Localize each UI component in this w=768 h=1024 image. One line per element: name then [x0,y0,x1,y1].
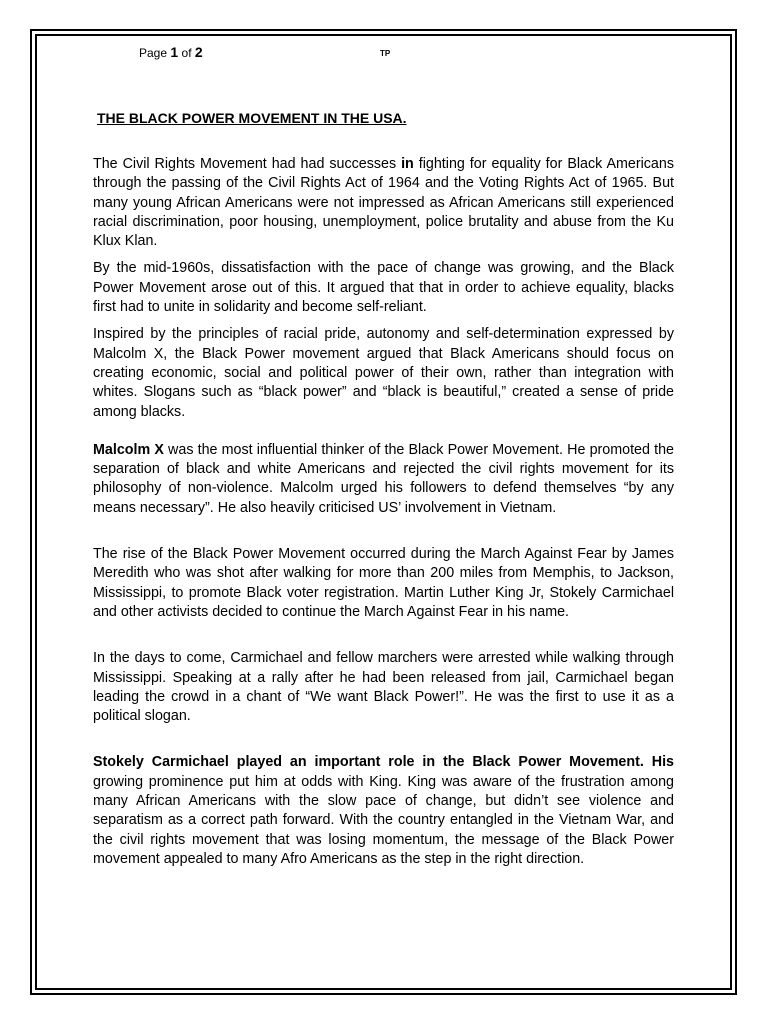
paragraph-2: By the mid-1960s, dissatisfaction with the pace of change was growing, and the Black Power Movement arose out of this. It argued that that in order to achieve equality, blacks first had to unite in solidarity and become self-reliant. [93,260,674,316]
paragraph-6: In the days to come, Carmichael and fellow marchers were arrested while walking through Mississippi. Speaking at a rally after he had been released from jail, Carmichael began leading the crowd in a chant of “We want Black Power!”. He was the first to use it as a political slogan. [93,650,674,725]
page-total: 2 [194,44,203,60]
paragraph-3: Inspired by the principles of racial pride, autonomy and self-determination expressed by Malcolm X, the Black Power movement argued that Black Americans should focus on creating economic, social and political power of their own, rather than integration with whites. Slogans such as “black power” and “black is beautiful,” created a sense of pride among blacks. [93,326,674,420]
p7-text-after: growing prominence put him at odds with King. King was aware of the frustration among many African Americans with the slow pace of change, but didn’t see violence and separatism as a correct path forward. With the country entangled in the Vietnam War, and the civil rights movement that was losing momentum, the message of the Black Power movement appealed to many Afro Americans as the step in the right direction. [93,773,674,867]
p7-bold-lead: Stokely Carmichael played an important role in the Black Power Movement. His [93,754,674,771]
p4-text-after: was the most influential thinker of the Black Power Movement. He promoted the separation of black and white Americans and rejected the civil rights movement for its philosophy of non-violence. Malcolm urged his followers to defend themselves “by any means necessary”. He also heavily criticised US’ involvement in Vietnam. [93,441,674,516]
page-number-header [139,44,203,60]
page-label: Page [139,46,168,60]
document-body [93,155,674,869]
p1-text-before: The Civil Rights Movement had had successes [93,156,397,172]
page-current: 1 [170,44,179,60]
paragraph-7 [93,753,674,869]
paragraph-1 [93,155,674,251]
document-title: THE BLACK POWER MOVEMENT IN THE USA. [97,110,407,126]
paragraph-4 [93,441,674,518]
p1-bold-word: in [401,156,414,172]
paragraph-5: The rise of the Black Power Movement occurred during the March Against Fear by James Meredith who was shot after walking for more than 200 miles from Memphis, to Jackson, Mississippi, to promote Black voter registration. Martin Luther King Jr, Stokely Carmichael and other activists decided to continue the March Against Fear in his name. [93,546,674,620]
header-mark: TP [380,49,391,58]
p1-text-after: fighting for equality for Black Americans through the passing of the Civil Rights Act of 1964 and the Voting Rights Act of 1965. But many young African Americans were not impressed as African Americans still experienced racial discrimination, poor housing, unemployment, police brutality and abuse from the Ku Klux Klan. [93,156,674,250]
p4-bold-name: Malcolm X [93,441,164,458]
page-of: of [181,46,192,60]
